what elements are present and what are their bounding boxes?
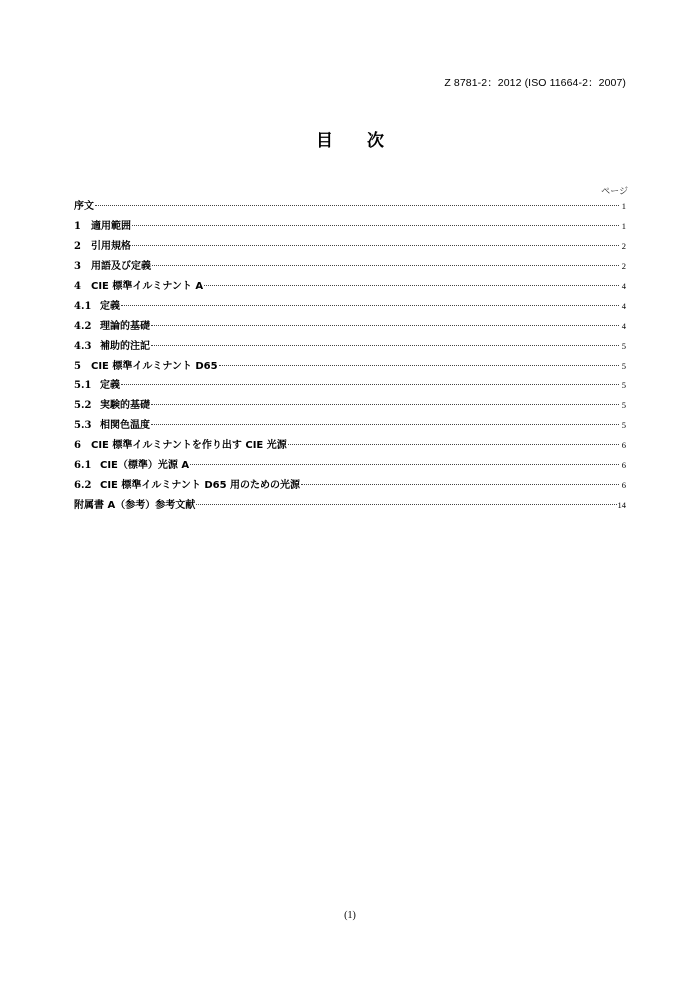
toc-dot-leader xyxy=(219,365,619,366)
toc-entry[interactable] xyxy=(74,396,626,416)
toc-entry-number: 4.1 xyxy=(74,300,92,312)
toc-entry-number: 5.1 xyxy=(74,380,92,392)
toc-entry-page: 4 xyxy=(621,280,626,291)
toc-entry-number: 5 xyxy=(74,360,81,372)
toc-entry-number: 4.3 xyxy=(74,340,92,352)
page-column-label: ページ xyxy=(601,187,628,197)
toc-entry[interactable] xyxy=(74,317,626,337)
toc-entry-page: 1 xyxy=(621,220,626,231)
page-title: 目 次 xyxy=(316,131,398,151)
toc-entry-title: CIE 標準イルミナント D65 xyxy=(91,360,218,372)
toc-entry[interactable] xyxy=(74,297,626,317)
toc-dot-leader xyxy=(288,444,619,445)
toc-entry-page: 5 xyxy=(621,380,626,391)
toc-dot-leader xyxy=(121,384,619,385)
toc-dot-leader xyxy=(95,205,619,206)
toc-entry-title: CIE（標準）光源 A xyxy=(100,460,190,472)
toc-entry-page: 5 xyxy=(621,420,626,431)
toc-entry[interactable] xyxy=(74,217,626,237)
toc-dot-leader xyxy=(132,225,619,226)
toc-entry[interactable] xyxy=(74,376,626,396)
toc-entry-number: 2 xyxy=(74,240,81,252)
toc-entry-page: 2 xyxy=(621,240,626,251)
toc-entry[interactable] xyxy=(74,456,626,476)
toc-entry[interactable] xyxy=(74,337,626,357)
document-id: Z 8781-2：2012 (ISO 11664-2：2007) xyxy=(444,77,626,89)
toc-dot-leader xyxy=(132,245,619,246)
toc-entry-title: 用語及び定義 xyxy=(91,260,151,272)
toc-entry-title: 定義 xyxy=(100,300,120,312)
toc-entry[interactable] xyxy=(74,476,626,496)
toc-entry-page: 5 xyxy=(621,340,626,351)
toc-entry[interactable] xyxy=(74,436,626,456)
toc-entry[interactable] xyxy=(74,416,626,436)
toc-entry-number: 6 xyxy=(74,440,81,452)
toc-dot-leader xyxy=(204,285,619,286)
toc-entry-number: 3 xyxy=(74,260,81,272)
toc-entry-title: 理論的基礎 xyxy=(100,320,150,332)
toc-entry-title: 定義 xyxy=(100,380,120,392)
toc-dot-leader xyxy=(196,504,616,505)
toc-dot-leader xyxy=(151,404,619,405)
toc-dot-leader xyxy=(151,345,619,346)
toc-dot-leader xyxy=(151,325,619,326)
table-of-contents xyxy=(74,197,626,516)
toc-entry-number: 4 xyxy=(74,280,81,292)
toc-dot-leader xyxy=(301,484,619,485)
toc-entry-title: 適用範囲 xyxy=(91,220,131,232)
page-number: (1) xyxy=(344,910,356,921)
toc-dot-leader xyxy=(151,424,619,425)
toc-entry-title: CIE 標準イルミナント D65 用のための光源 xyxy=(100,480,301,492)
toc-entry[interactable] xyxy=(74,277,626,297)
toc-entry-page: 6 xyxy=(621,460,626,471)
toc-entry-page: 5 xyxy=(621,400,626,411)
toc-entry-page: 2 xyxy=(621,260,626,271)
toc-entry-number: 1 xyxy=(74,220,81,232)
toc-entry-page: 6 xyxy=(621,440,626,451)
toc-entry[interactable] xyxy=(74,496,626,516)
toc-entry-title: 序文 xyxy=(74,201,94,212)
toc-entry[interactable] xyxy=(74,237,626,257)
toc-dot-leader xyxy=(190,464,619,465)
toc-entry-title: 相関色温度 xyxy=(100,420,150,432)
toc-entry-number: 6.1 xyxy=(74,460,92,472)
toc-entry-title: 実験的基礎 xyxy=(100,400,150,412)
toc-entry-title: 引用規格 xyxy=(91,240,131,252)
toc-entry-page: 6 xyxy=(621,480,626,491)
toc-entry-page: 5 xyxy=(621,360,626,371)
toc-entry-title: 補助的注記 xyxy=(100,340,150,352)
toc-entry[interactable] xyxy=(74,197,626,217)
toc-entry-page: 1 xyxy=(621,201,626,211)
toc-dot-leader xyxy=(152,265,619,266)
toc-entry-page: 14 xyxy=(617,500,626,511)
toc-entry-title: 附属書 A（参考）参考文献 xyxy=(74,500,196,512)
toc-entry-number: 5.3 xyxy=(74,420,92,432)
toc-entry-page: 4 xyxy=(621,320,626,331)
toc-entry-title: CIE 標準イルミナントを作り出す CIE 光源 xyxy=(91,440,287,452)
toc-entry-number: 6.2 xyxy=(74,480,92,492)
toc-entry-number: 5.2 xyxy=(74,400,92,412)
toc-entry-number: 4.2 xyxy=(74,320,92,332)
toc-entry-title: CIE 標準イルミナント A xyxy=(91,280,204,292)
toc-dot-leader xyxy=(121,305,619,306)
toc-entry[interactable] xyxy=(74,357,626,377)
toc-entry[interactable] xyxy=(74,257,626,277)
toc-entry-page: 4 xyxy=(621,300,626,311)
